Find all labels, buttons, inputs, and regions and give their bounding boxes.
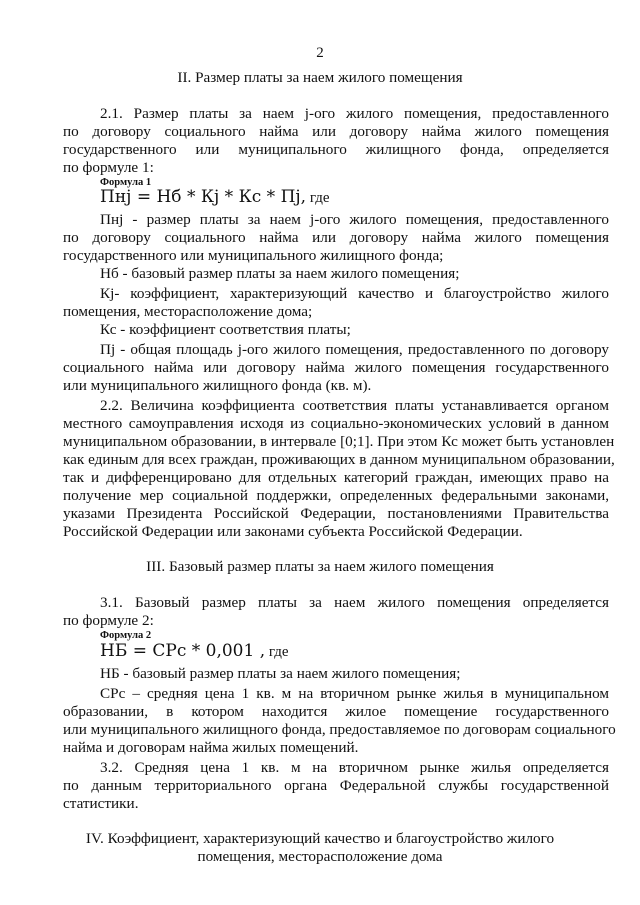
- formula-2-label: Формула 2: [100, 630, 152, 641]
- paragraph-2-2-line: местного самоуправления исходя из социально-экономических условий в данном: [63, 415, 609, 432]
- definition-line: помещения, месторасположение дома;: [63, 303, 313, 320]
- formula-2-tail: где: [265, 644, 289, 660]
- paragraph-2-1-line: государственного или муниципального жилищного фонда, определяется: [63, 141, 609, 158]
- section-4-heading-line: помещения, месторасположение дома: [197, 848, 443, 865]
- paragraph-2-1-line: по формуле 1:: [63, 159, 154, 176]
- paragraph-2-2-line: Российской Федерации или законами субъекта Российской Федерации.: [63, 523, 523, 540]
- section-2-heading: II. Размер платы за наем жилого помещения: [177, 69, 463, 86]
- formula-1-tail: где: [306, 190, 330, 206]
- definition-line: НБ - базовый размер платы за наем жилого помещения;: [100, 665, 461, 682]
- paragraph-2-2-line: так и дифференцировано для отдельных категорий граждан, имеющих право на: [63, 469, 609, 486]
- formula-2: [100, 641, 289, 662]
- paragraph-3-2-line: по данным территориального органа Федеральной службы государственной: [63, 777, 609, 794]
- definition-line: по договору социального найма или договору найма жилого помещения: [63, 229, 609, 246]
- definition-line: Пj - общая площадь j-ого жилого помещения, предоставленного по договору: [100, 341, 609, 358]
- paragraph-2-2-line: получение мер социальной поддержки, определенных федеральными законами,: [63, 487, 609, 504]
- definition-line: Нб - базовый размер платы за наем жилого помещения;: [100, 265, 460, 282]
- paragraph-2-2-line: указами Президента Российской Федерации, постановлениями Правительства: [63, 505, 609, 522]
- page-number: 2: [316, 45, 324, 61]
- definition-line: Кс - коэффициент соответствия платы;: [100, 321, 351, 338]
- paragraph-3-2-line: 3.2. Средняя цена 1 кв. м на вторичном рынке жилья определяется: [100, 759, 609, 776]
- section-3-heading: III. Базовый размер платы за наем жилого помещения: [146, 558, 494, 575]
- formula-2-expression: НБ = СРс * 0,001 ,: [100, 641, 266, 661]
- definition-line: или муниципального жилищного фонда (кв. м).: [63, 377, 372, 394]
- paragraph-3-1-line: 3.1. Базовый размер платы за наем жилого помещения определяется: [100, 594, 609, 611]
- section-4-heading-line: IV. Коэффициент, характеризующий качество и благоустройство жилого: [85, 830, 555, 847]
- definition-line: образовании, в котором находится жилое помещение государственного: [63, 703, 609, 720]
- definition-line: Пнj - размер платы за наем j-ого жилого помещения, предоставленного: [100, 211, 609, 228]
- paragraph-2-2-line: как единым для всех граждан, проживающих в данном муниципальном образовании,: [63, 451, 615, 468]
- paragraph-3-1-line: по формуле 2:: [63, 612, 154, 629]
- formula-1-label: Формула 1: [100, 177, 152, 188]
- formula-1-expression: Пнj = Нб * Кj * Кс * Пj,: [100, 187, 307, 207]
- paragraph-2-2-line: муниципальном образовании, в интервале [0;1]. При этом Кс может быть установлен: [63, 433, 615, 450]
- paragraph-3-2-line: статистики.: [63, 795, 139, 812]
- definition-line: Кj- коэффициент, характеризующий качество и благоустройство жилого: [100, 285, 609, 302]
- paragraph-2-1-line: 2.1. Размер платы за наем j-ого жилого помещения, предоставленного: [100, 105, 609, 122]
- paragraph-2-2-line: 2.2. Величина коэффициента соответствия платы устанавливается органом: [100, 397, 609, 414]
- formula-1: [100, 187, 330, 208]
- definition-line: найма и договорам найма жилых помещений.: [63, 739, 359, 756]
- paragraph-2-1-line: по договору социального найма или договору найма жилого помещения: [63, 123, 609, 140]
- definition-line: социального найма или договору найма жилого помещения государственного: [63, 359, 609, 376]
- definition-line: СРс – средняя цена 1 кв. м на вторичном рынке жилья в муниципальном: [100, 685, 609, 702]
- definition-line: или муниципального жилищного фонда, предоставляемое по договорам социального: [63, 721, 616, 738]
- definition-line: государственного или муниципального жилищного фонда;: [63, 247, 444, 264]
